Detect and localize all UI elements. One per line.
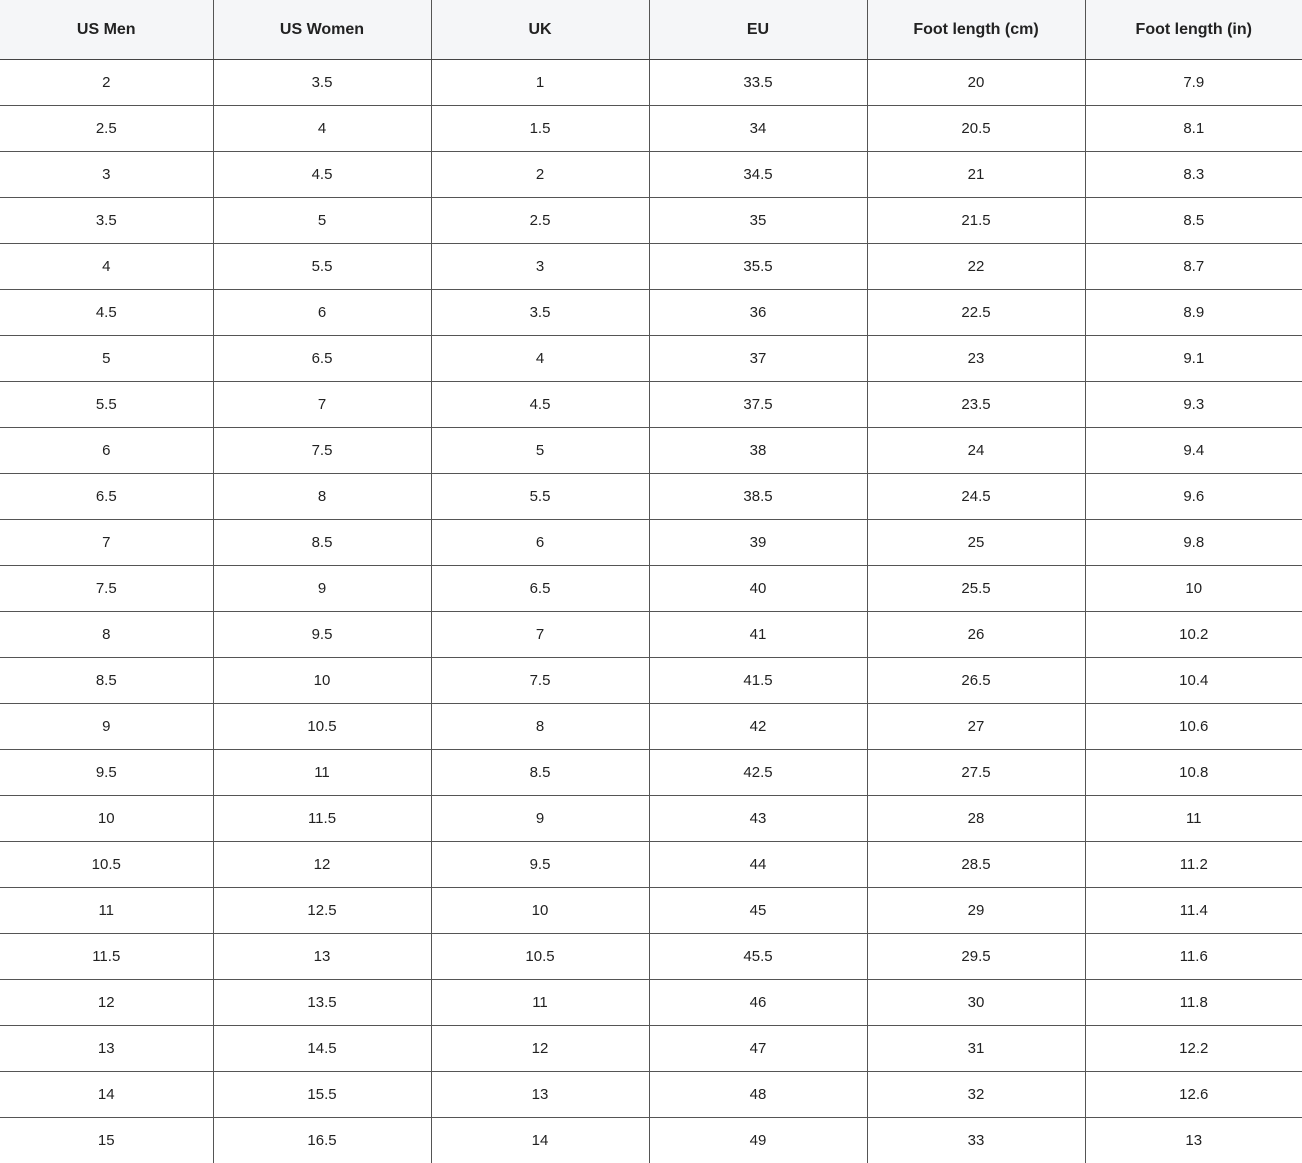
cell-foot-length-in: 10.8	[1085, 750, 1302, 796]
cell-foot-length-cm: 28.5	[867, 842, 1085, 888]
table-row	[0, 612, 1302, 658]
cell-us-men: 14	[0, 1072, 213, 1118]
cell-eu: 43	[649, 796, 867, 842]
cell-us-women: 6.5	[213, 336, 431, 382]
cell-foot-length-in: 10	[1085, 566, 1302, 612]
cell-foot-length-in: 8.3	[1085, 152, 1302, 198]
cell-foot-length-in: 9.4	[1085, 428, 1302, 474]
cell-eu: 37	[649, 336, 867, 382]
cell-us-women: 9.5	[213, 612, 431, 658]
cell-foot-length-in: 9.3	[1085, 382, 1302, 428]
cell-us-men: 3	[0, 152, 213, 198]
cell-eu: 34	[649, 106, 867, 152]
cell-uk: 1.5	[431, 106, 649, 152]
cell-us-women: 12.5	[213, 888, 431, 934]
cell-uk: 8.5	[431, 750, 649, 796]
table-row	[0, 106, 1302, 152]
cell-foot-length-cm: 22.5	[867, 290, 1085, 336]
cell-foot-length-cm: 24	[867, 428, 1085, 474]
cell-foot-length-cm: 21.5	[867, 198, 1085, 244]
cell-eu: 41	[649, 612, 867, 658]
header-foot-length-cm: Foot length (cm)	[867, 0, 1085, 60]
cell-foot-length-in: 9.1	[1085, 336, 1302, 382]
cell-us-men: 5.5	[0, 382, 213, 428]
header-row	[0, 0, 1302, 60]
cell-us-women: 5.5	[213, 244, 431, 290]
cell-us-women: 8.5	[213, 520, 431, 566]
cell-us-women: 7.5	[213, 428, 431, 474]
cell-eu: 34.5	[649, 152, 867, 198]
cell-us-men: 8.5	[0, 658, 213, 704]
cell-uk: 2.5	[431, 198, 649, 244]
cell-uk: 11	[431, 980, 649, 1026]
table-row	[0, 888, 1302, 934]
cell-us-men: 4	[0, 244, 213, 290]
cell-foot-length-cm: 31	[867, 1026, 1085, 1072]
cell-eu: 40	[649, 566, 867, 612]
cell-us-women: 11.5	[213, 796, 431, 842]
cell-foot-length-in: 8.9	[1085, 290, 1302, 336]
cell-foot-length-in: 8.7	[1085, 244, 1302, 290]
cell-us-women: 14.5	[213, 1026, 431, 1072]
cell-uk: 3	[431, 244, 649, 290]
cell-eu: 46	[649, 980, 867, 1026]
cell-uk: 1	[431, 60, 649, 106]
cell-uk: 12	[431, 1026, 649, 1072]
cell-foot-length-cm: 22	[867, 244, 1085, 290]
cell-us-men: 2	[0, 60, 213, 106]
cell-us-women: 15.5	[213, 1072, 431, 1118]
cell-eu: 37.5	[649, 382, 867, 428]
cell-eu: 45.5	[649, 934, 867, 980]
cell-us-men: 7.5	[0, 566, 213, 612]
cell-uk: 5.5	[431, 474, 649, 520]
cell-foot-length-cm: 20	[867, 60, 1085, 106]
cell-us-women: 16.5	[213, 1118, 431, 1163]
cell-uk: 3.5	[431, 290, 649, 336]
cell-uk: 7	[431, 612, 649, 658]
cell-eu: 42	[649, 704, 867, 750]
cell-foot-length-in: 8.5	[1085, 198, 1302, 244]
table-row	[0, 842, 1302, 888]
cell-foot-length-cm: 32	[867, 1072, 1085, 1118]
cell-eu: 38	[649, 428, 867, 474]
cell-eu: 44	[649, 842, 867, 888]
cell-uk: 4	[431, 336, 649, 382]
cell-foot-length-in: 11.6	[1085, 934, 1302, 980]
cell-eu: 35	[649, 198, 867, 244]
cell-us-men: 9	[0, 704, 213, 750]
cell-us-men: 10	[0, 796, 213, 842]
cell-foot-length-cm: 27.5	[867, 750, 1085, 796]
cell-uk: 7.5	[431, 658, 649, 704]
cell-us-women: 5	[213, 198, 431, 244]
table-body	[0, 60, 1302, 1163]
cell-foot-length-in: 11.4	[1085, 888, 1302, 934]
cell-eu: 45	[649, 888, 867, 934]
cell-us-men: 13	[0, 1026, 213, 1072]
cell-us-women: 13.5	[213, 980, 431, 1026]
cell-eu: 39	[649, 520, 867, 566]
cell-foot-length-in: 7.9	[1085, 60, 1302, 106]
cell-us-men: 8	[0, 612, 213, 658]
cell-us-men: 12	[0, 980, 213, 1026]
table-row	[0, 152, 1302, 198]
cell-foot-length-cm: 29.5	[867, 934, 1085, 980]
cell-uk: 9.5	[431, 842, 649, 888]
cell-uk: 10.5	[431, 934, 649, 980]
header-eu: EU	[649, 0, 867, 60]
table-row	[0, 1026, 1302, 1072]
cell-us-men: 10.5	[0, 842, 213, 888]
cell-foot-length-cm: 28	[867, 796, 1085, 842]
cell-us-men: 6	[0, 428, 213, 474]
cell-foot-length-cm: 20.5	[867, 106, 1085, 152]
cell-eu: 38.5	[649, 474, 867, 520]
table-row	[0, 566, 1302, 612]
table-row	[0, 198, 1302, 244]
cell-foot-length-in: 12.6	[1085, 1072, 1302, 1118]
cell-us-men: 11	[0, 888, 213, 934]
cell-uk: 6	[431, 520, 649, 566]
cell-foot-length-cm: 25.5	[867, 566, 1085, 612]
cell-eu: 47	[649, 1026, 867, 1072]
cell-foot-length-cm: 23.5	[867, 382, 1085, 428]
cell-foot-length-in: 11.2	[1085, 842, 1302, 888]
cell-us-women: 9	[213, 566, 431, 612]
table-row	[0, 244, 1302, 290]
cell-foot-length-in: 10.6	[1085, 704, 1302, 750]
header-us-women: US Women	[213, 0, 431, 60]
table-row	[0, 520, 1302, 566]
cell-foot-length-in: 8.1	[1085, 106, 1302, 152]
table-row	[0, 796, 1302, 842]
header-uk: UK	[431, 0, 649, 60]
cell-us-men: 7	[0, 520, 213, 566]
cell-foot-length-in: 9.6	[1085, 474, 1302, 520]
cell-eu: 48	[649, 1072, 867, 1118]
cell-eu: 49	[649, 1118, 867, 1163]
table-row	[0, 934, 1302, 980]
cell-uk: 8	[431, 704, 649, 750]
cell-us-women: 10	[213, 658, 431, 704]
cell-uk: 13	[431, 1072, 649, 1118]
cell-uk: 5	[431, 428, 649, 474]
cell-us-men: 4.5	[0, 290, 213, 336]
cell-foot-length-in: 13	[1085, 1118, 1302, 1163]
cell-us-men: 2.5	[0, 106, 213, 152]
cell-foot-length-cm: 26	[867, 612, 1085, 658]
cell-us-men: 3.5	[0, 198, 213, 244]
cell-eu: 33.5	[649, 60, 867, 106]
cell-us-women: 4	[213, 106, 431, 152]
table-row	[0, 980, 1302, 1026]
cell-us-men: 11.5	[0, 934, 213, 980]
cell-us-women: 12	[213, 842, 431, 888]
cell-uk: 9	[431, 796, 649, 842]
cell-foot-length-cm: 21	[867, 152, 1085, 198]
cell-us-men: 5	[0, 336, 213, 382]
cell-us-women: 6	[213, 290, 431, 336]
table-row	[0, 336, 1302, 382]
cell-uk: 14	[431, 1118, 649, 1163]
cell-eu: 42.5	[649, 750, 867, 796]
cell-uk: 2	[431, 152, 649, 198]
cell-foot-length-cm: 27	[867, 704, 1085, 750]
cell-foot-length-cm: 33	[867, 1118, 1085, 1163]
table-row	[0, 1072, 1302, 1118]
cell-us-women: 7	[213, 382, 431, 428]
cell-uk: 6.5	[431, 566, 649, 612]
table-row	[0, 704, 1302, 750]
table-row	[0, 382, 1302, 428]
cell-foot-length-in: 10.4	[1085, 658, 1302, 704]
cell-foot-length-in: 11	[1085, 796, 1302, 842]
cell-us-women: 10.5	[213, 704, 431, 750]
cell-foot-length-in: 10.2	[1085, 612, 1302, 658]
cell-us-women: 8	[213, 474, 431, 520]
table-row	[0, 658, 1302, 704]
cell-eu: 41.5	[649, 658, 867, 704]
cell-us-women: 13	[213, 934, 431, 980]
cell-foot-length-cm: 23	[867, 336, 1085, 382]
cell-foot-length-cm: 24.5	[867, 474, 1085, 520]
header-foot-length-in: Foot length (in)	[1085, 0, 1302, 60]
table-row	[0, 750, 1302, 796]
cell-foot-length-cm: 26.5	[867, 658, 1085, 704]
cell-foot-length-in: 12.2	[1085, 1026, 1302, 1072]
table-row	[0, 1118, 1302, 1163]
cell-us-men: 15	[0, 1118, 213, 1163]
cell-foot-length-cm: 30	[867, 980, 1085, 1026]
cell-us-women: 11	[213, 750, 431, 796]
cell-uk: 4.5	[431, 382, 649, 428]
table-row	[0, 290, 1302, 336]
cell-us-men: 9.5	[0, 750, 213, 796]
cell-foot-length-cm: 25	[867, 520, 1085, 566]
cell-eu: 36	[649, 290, 867, 336]
cell-us-women: 4.5	[213, 152, 431, 198]
cell-us-women: 3.5	[213, 60, 431, 106]
cell-eu: 35.5	[649, 244, 867, 290]
table-header	[0, 0, 1302, 60]
table-row	[0, 474, 1302, 520]
cell-us-men: 6.5	[0, 474, 213, 520]
table-row	[0, 60, 1302, 106]
cell-uk: 10	[431, 888, 649, 934]
header-us-men: US Men	[0, 0, 213, 60]
cell-foot-length-in: 9.8	[1085, 520, 1302, 566]
cell-foot-length-in: 11.8	[1085, 980, 1302, 1026]
table-row	[0, 428, 1302, 474]
cell-foot-length-cm: 29	[867, 888, 1085, 934]
